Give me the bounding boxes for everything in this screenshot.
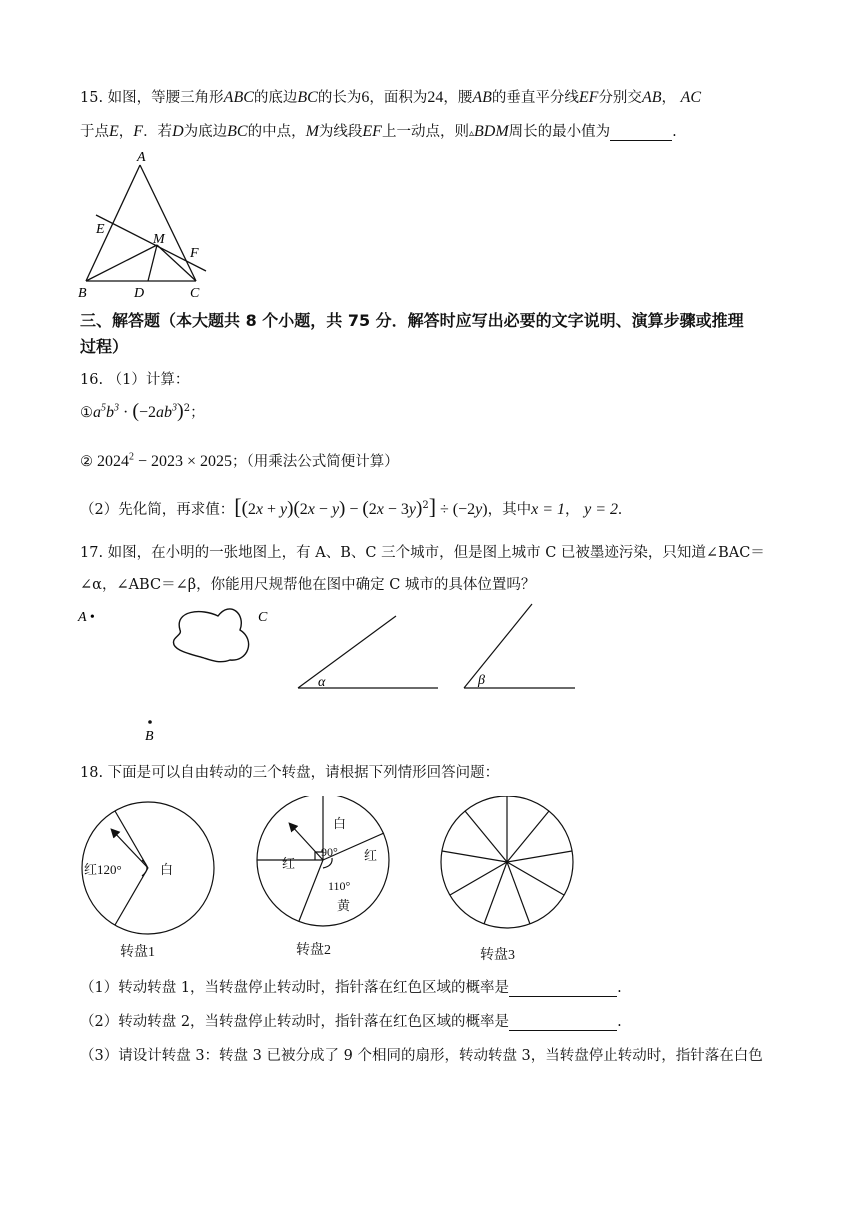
spinner1-white-label: 白 — [160, 862, 174, 877]
angle-beta-label: β — [478, 673, 485, 688]
city-B-label: B — [145, 729, 154, 744]
q16-part2: （2）先化简，再求值：$[(2x + y)(2x - y) - (2x - 3y)^2] \div (-2y)$，其中x = 1， y = 2. — [80, 494, 623, 519]
label-C: C — [190, 286, 200, 301]
q18-sub3: （3）请设计转盘 3：转盘 3 已被分成了 9 个相同的扇形，转动转盘 3，当转盘停止转动时，指针落在白色 — [80, 1048, 763, 1064]
q18-sub2: （2）转动转盘 2，当转盘停止转动时，指针落在红色区域的概率是 . — [80, 1014, 622, 1030]
q16-part1-item1: $①a^5b^3 \cdot (-2ab^3)^2$； — [80, 400, 205, 422]
q16-heading: 16. （1）计算： — [80, 372, 190, 388]
label-D: D — [134, 286, 145, 301]
spinner1-red-label: 红120° — [84, 862, 122, 877]
q18-sub2-answer-blank[interactable] — [509, 1014, 617, 1031]
spinner3-caption: 转盘3 — [480, 948, 515, 963]
section3-heading-cont: 过程） — [80, 337, 129, 356]
spinner2-red-right-label: 红 — [364, 848, 378, 863]
spinner2-red-left-label: 红 — [282, 856, 296, 871]
label-E: E — [96, 222, 105, 237]
label-A: A — [137, 150, 146, 165]
q17-line1: 17. 如图，在小明的一张地图上，有 A、B、C 三个城市，但是图上城市 C 已被墨迹污染，只知道∠BAC＝ — [80, 545, 765, 561]
q15-line2: 于点E，F．若D为底边BC的中点，M为线段EF上一动点，则▵BDM周长的最小值为 . — [80, 123, 677, 140]
section3-heading: 三、解答题（本大题共 8 个小题，共 75 分．解答时应写出必要的文字说明、演算步骤或推理 — [80, 311, 744, 330]
q18-sub1: （1）转动转盘 1，当转盘停止转动时，指针落在红色区域的概率是 . — [80, 980, 622, 996]
spinner2-angle-90: 90° — [321, 845, 338, 859]
label-M: M — [153, 232, 165, 247]
q17-line2: ∠α，∠ABC＝∠β，你能用尺规帮他在图中确定 C 城市的具体位置吗？ — [80, 577, 536, 593]
q17-map-figure — [70, 600, 590, 750]
spinner2-angle-110: 110° — [328, 879, 351, 893]
q15-triangle-figure — [70, 145, 220, 305]
spinner2-white-label: 白 — [333, 816, 347, 831]
q18-spinners-figure — [70, 796, 610, 966]
q15-answer-blank[interactable] — [610, 124, 672, 141]
city-A-label: A • — [78, 610, 95, 625]
label-B: B — [78, 286, 87, 301]
q15-line1: 15. 如图，等腰三角形ABC的底边BC的长为6，面积为24，腰AB的垂直平分线EF分别交AB， AC — [80, 89, 702, 106]
city-B-dot — [148, 720, 152, 724]
spinner-3 — [441, 796, 573, 928]
spinner2-yellow-label: 黄 — [337, 898, 351, 913]
spinner2-caption: 转盘2 — [296, 943, 331, 958]
city-C-label: C — [258, 610, 268, 625]
ink-stain — [173, 609, 248, 662]
spinner1-caption: 转盘1 — [120, 945, 155, 960]
q18-line1: 18. 下面是可以自由转动的三个转盘，请根据下列情形回答问题： — [80, 765, 500, 781]
q16-part1-item2: ② $2024^2 - 2023 \times 2025$；（用乘法公式简便计算） — [80, 451, 399, 470]
q18-sub1-answer-blank[interactable] — [509, 980, 617, 997]
angle-alpha-label: α — [318, 675, 326, 690]
label-F: F — [190, 246, 199, 261]
